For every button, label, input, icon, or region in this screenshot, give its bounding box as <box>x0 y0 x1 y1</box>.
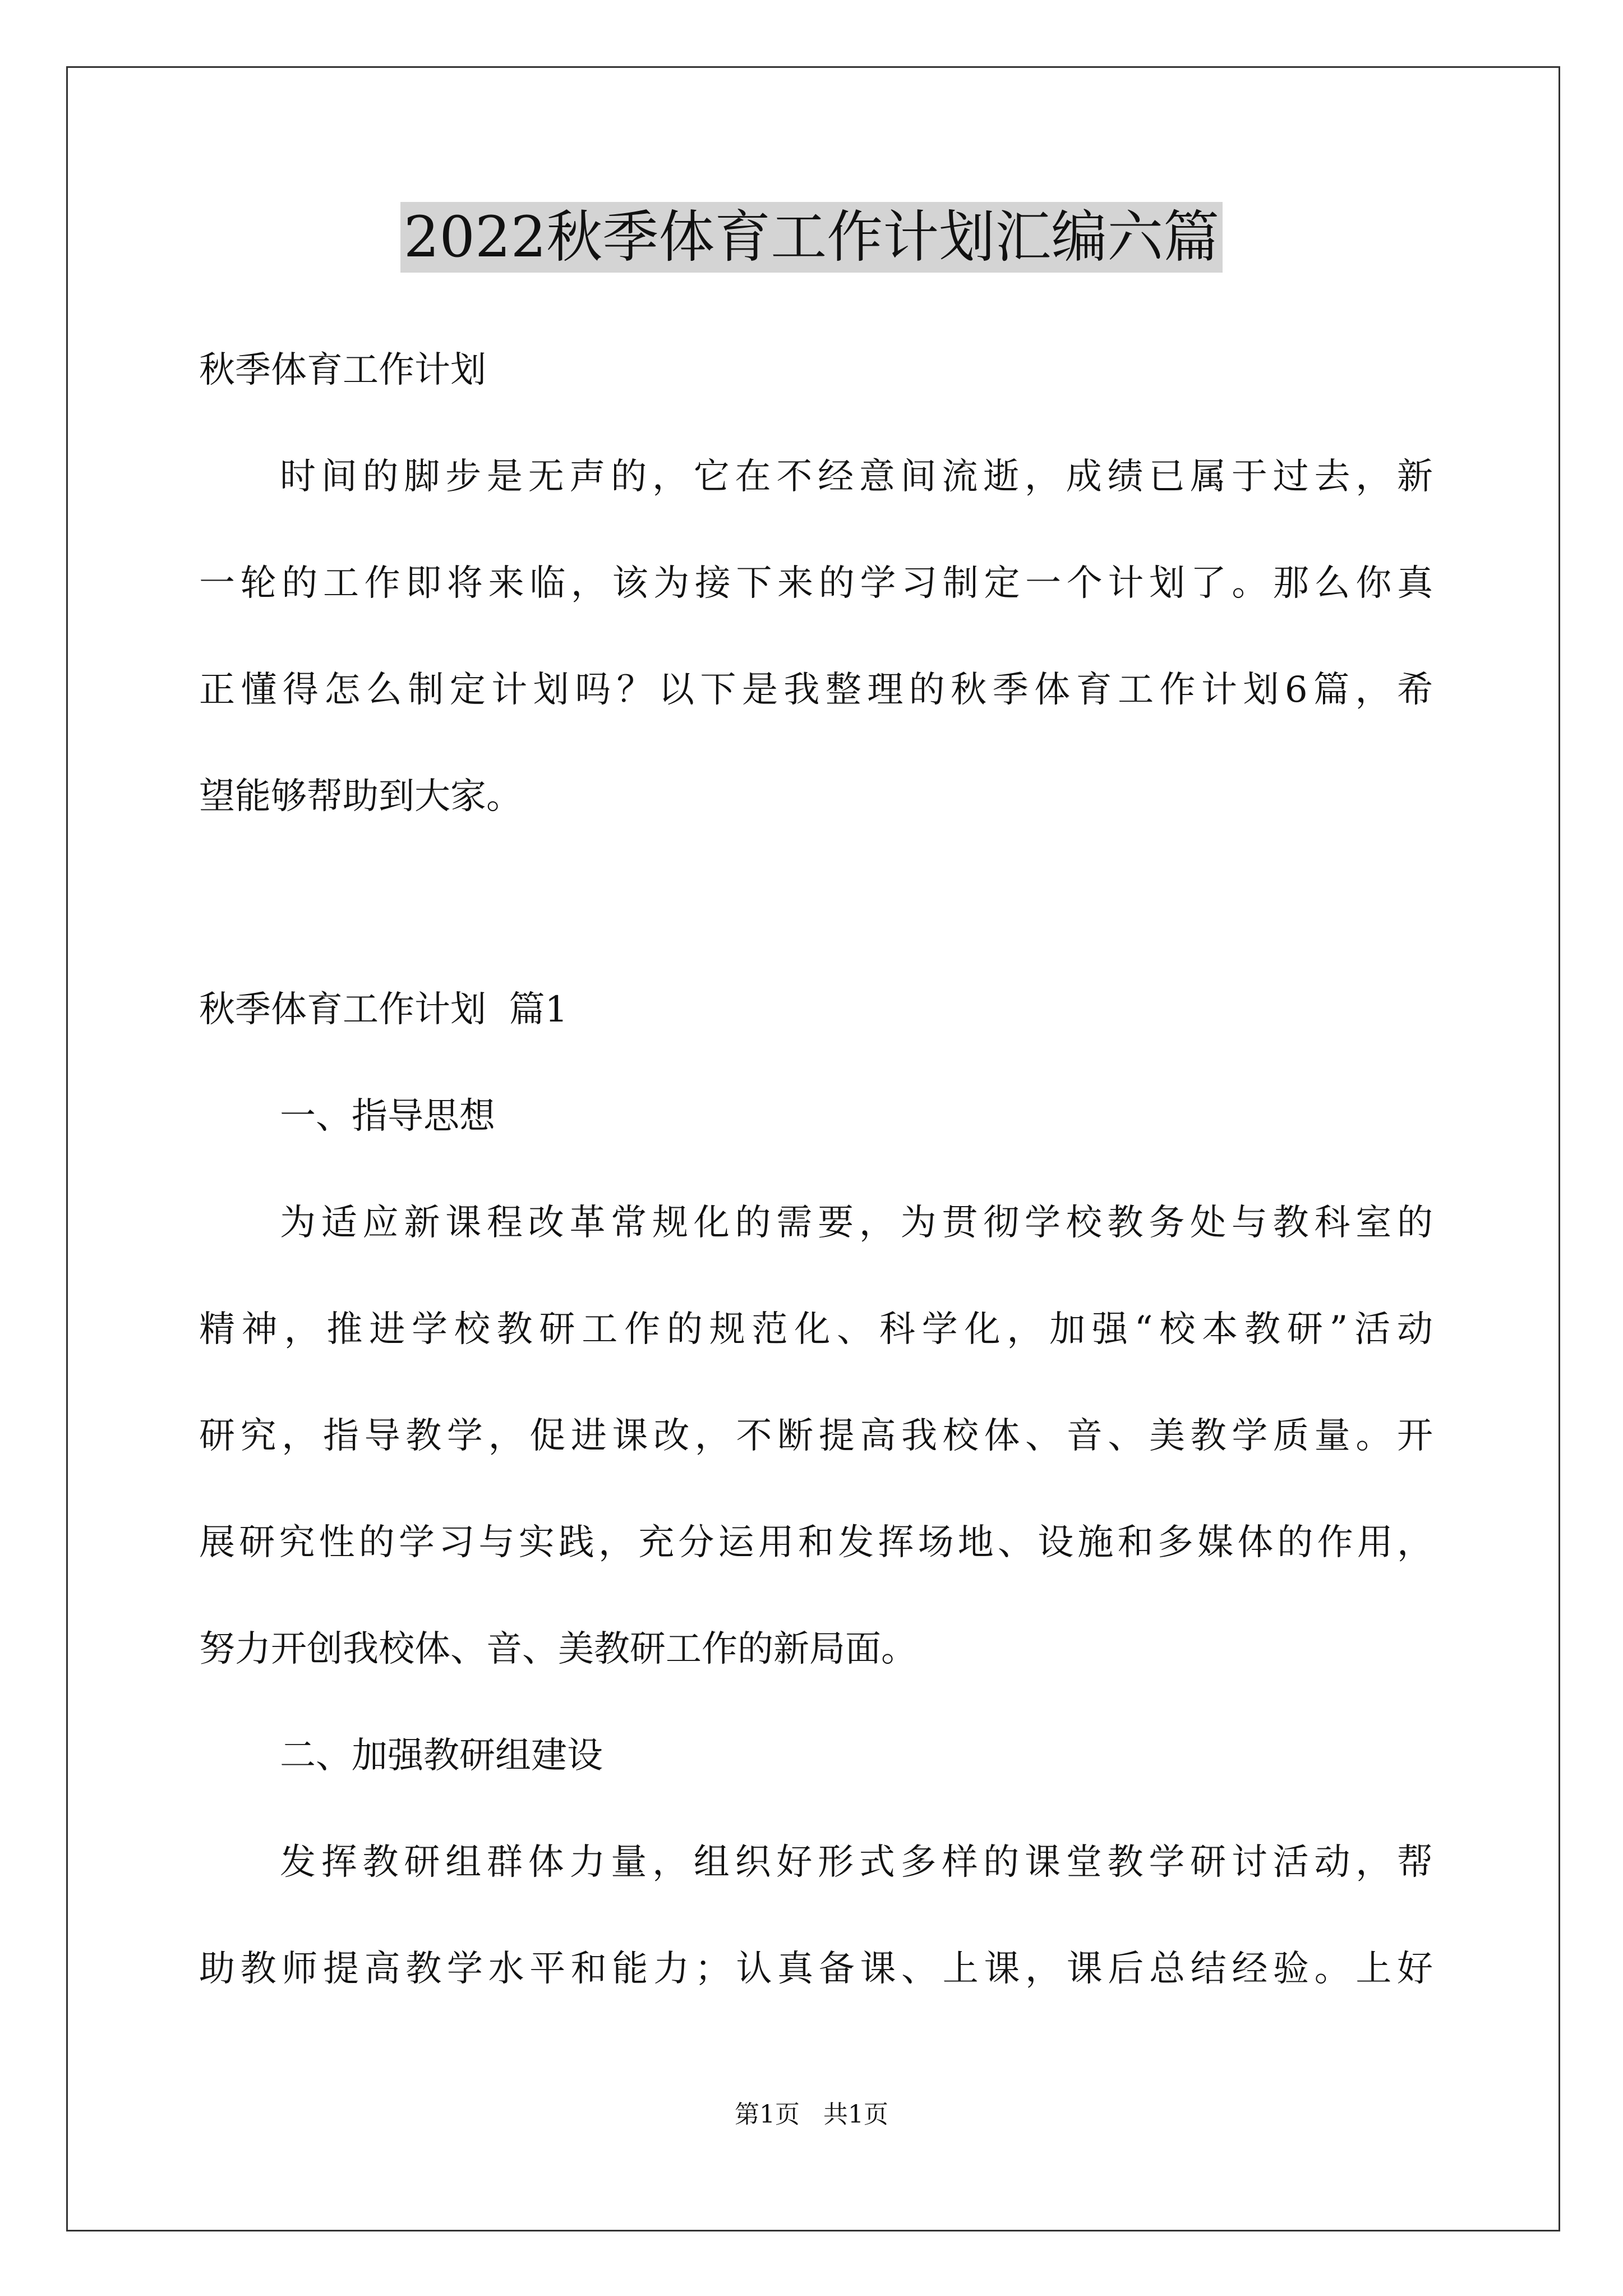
paragraph-line: 精神，推进学校教研工作的规范化、科学化，加强“校本教研”活动 <box>199 1309 1433 1350</box>
paragraph-line: 研究，指导教学，促进课改，不断提高我校体、音、美教学质量。开 <box>199 1415 1433 1457</box>
page-footer: 第1页 共1页 <box>735 2100 888 2129</box>
paragraph-line: 为适应新课程改革常规化的需要，为贯彻学校教务处与教科室的 <box>280 1202 1433 1244</box>
paragraph-line: 展研究性的学习与实践，充分运用和发挥场地、设施和多媒体的作用， <box>199 1522 1433 1563</box>
paragraph-line: 努力开创我校体、音、美教研工作的新局面。 <box>199 1628 917 1670</box>
title-container <box>0 202 1623 273</box>
spacer <box>199 850 1433 956</box>
intro-heading: 秋季体育工作计划 <box>199 349 486 391</box>
paragraph-line: 时间的脚步是无声的，它在不经意间流逝，成绩已属于过去，新 <box>280 456 1433 498</box>
paragraph-line: 望能够帮助到大家。 <box>199 776 522 817</box>
paragraph-line: 正懂得怎么制定计划吗？以下是我整理的秋季体育工作计划6篇，希 <box>199 669 1433 711</box>
part1-heading: 一、指导思想 <box>280 1096 495 1137</box>
document-body <box>199 317 1433 2022</box>
section-heading: 秋季体育工作计划 篇1 <box>199 989 568 1030</box>
paragraph-line: 一轮的工作即将来临，该为接下来的学习制定一个计划了。那么你真 <box>199 563 1433 604</box>
paragraph-line: 发挥教研组群体力量，组织好形式多样的课堂教学研讨活动，帮 <box>280 1842 1433 1883</box>
paragraph-line: 助教师提高教学水平和能力；认真备课、上课，课后总结经验。上好 <box>199 1948 1433 1990</box>
part2-heading: 二、加强教研组建设 <box>280 1735 603 1777</box>
document-title: 2022秋季体育工作计划汇编六篇 <box>400 202 1223 273</box>
